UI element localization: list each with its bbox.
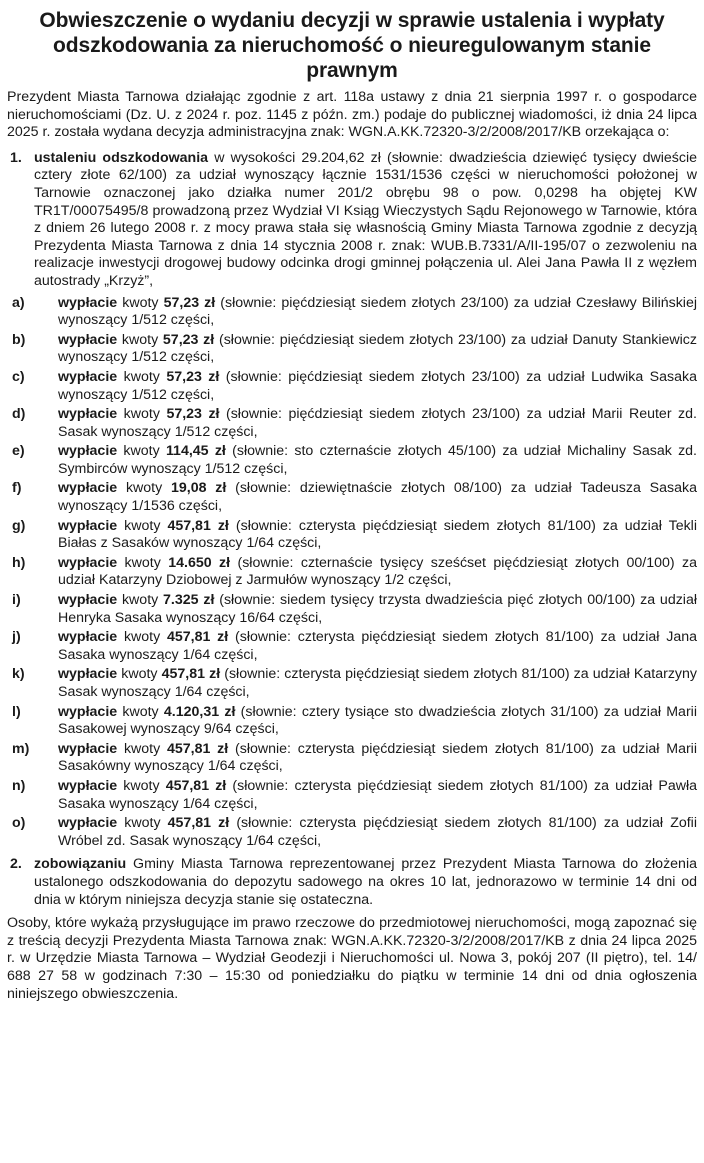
payment-details: (słownie: cztery tysiące sto dwadzieścia złotych 31/100) za udział Marii Sasakowej wynoszący 9/64 części,	[58, 703, 697, 738]
payment-word: wypłacie	[58, 666, 118, 683]
payment-word: wypłacie	[58, 703, 118, 720]
payment-amount: 7.325 zł	[163, 592, 215, 609]
payment-item	[12, 368, 697, 404]
payment-item	[12, 554, 697, 590]
payment-word: wypłacie	[58, 592, 118, 609]
payment-pre: kwoty	[117, 666, 162, 683]
payment-word: wypłacie	[58, 740, 118, 757]
payment-item	[12, 294, 697, 330]
payment-letter: l)	[12, 703, 21, 720]
decision-items	[7, 150, 697, 909]
item-obligation	[7, 856, 697, 909]
payment-letter: e)	[12, 443, 25, 460]
payment-details: (słownie: czterysta pięćdziesiąt siedem złotych 81/100) za udział Pawła Sasaka wynoszący 1/64 części,	[58, 777, 697, 812]
payment-item	[12, 629, 697, 664]
payment-letter: h)	[12, 554, 26, 571]
payment-item	[12, 480, 697, 515]
payment-letter: c)	[12, 368, 25, 385]
payment-item	[12, 443, 697, 478]
payment-letter: n)	[12, 777, 26, 794]
payment-details: (słownie: siedem tysięcy trzysta dwadzieścia pięć złotych 00/100) za udział Henryka Sasaka wynoszący 16/64 części,	[58, 592, 697, 626]
payment-letter: g)	[12, 517, 26, 534]
payment-word: wypłacie	[58, 815, 118, 832]
payment-amount: 57,23 zł	[163, 294, 216, 311]
payment-word: wypłacie	[58, 294, 118, 311]
announcement-title: Obwieszczenie o wydaniu decyzji w sprawie ustalenia i wypłaty odszkodowania za nieruchomość o nieuregulowanym stanie prawnym	[39, 9, 665, 82]
payment-amount: 457,81 zł	[167, 629, 229, 646]
payment-letter: d)	[12, 406, 26, 423]
payment-word: wypłacie	[58, 368, 118, 385]
payment-pre: kwoty	[117, 703, 164, 720]
payment-item	[12, 815, 697, 850]
payment-item	[12, 740, 697, 776]
payment-item	[12, 777, 697, 813]
payment-pre: kwoty	[117, 368, 167, 385]
payment-amount: 19,08 zł	[171, 480, 227, 497]
payment-details: (słownie: pięćdziesiąt siedem złotych 23/100) za udział Ludwika Sasaka wynoszący 1/512 części,	[58, 368, 697, 403]
payment-details: (słownie: czterysta pięćdziesiąt siedem złotych 81/100) za udział Marii Sasakówny wynoszący 1/64 części,	[58, 740, 697, 775]
payment-letter: f)	[12, 480, 22, 497]
payment-letter: j)	[12, 629, 21, 646]
payment-pre: kwoty	[117, 406, 167, 423]
payment-word: wypłacie	[58, 629, 118, 646]
payment-pre: kwoty	[117, 480, 171, 497]
item-number: 1.	[10, 149, 22, 166]
item-heading: ustaleniu odszkodowania	[34, 149, 209, 166]
payment-word: wypłacie	[58, 554, 118, 571]
payment-item	[12, 703, 697, 739]
payment-amount: 457,81 zł	[167, 517, 229, 534]
payment-letter: o)	[12, 815, 26, 832]
payment-item	[12, 666, 697, 701]
payment-amount: 57,23 zł	[166, 368, 220, 385]
payment-word: wypłacie	[58, 480, 118, 497]
payment-item	[12, 406, 697, 441]
payments-list	[12, 294, 697, 851]
payment-details: (słownie: dziewiętnaście złotych 08/100) za udział Tadeusza Sasaka wynoszący 1/1536 części,	[58, 480, 697, 515]
payment-details: (słownie: czterysta pięćdziesiąt siedem złotych 81/100) za udział Jana Sasaka wynoszący 1/64 części,	[58, 629, 697, 663]
payment-letter: m)	[12, 740, 30, 757]
payment-amount: 457,81 zł	[161, 666, 221, 683]
payment-letter: a)	[12, 294, 25, 311]
payment-letter: i)	[12, 592, 21, 609]
intro-paragraph: Prezydent Miasta Tarnowa działając zgodnie z art. 118a ustawy z dnia 21 sierpnia 1997 r. o gospodarce nieruchomościami (Dz. U. z 2024 r. poz. 1145 z późn. zm.) podaje do publicznej wiadomości, iż dnia 24 lipca 2025 r. została wydana decyzja administracyjna znak: WGN.A.KK.72320-3/2/2008/2017/KB orzekająca o:	[7, 89, 697, 141]
payment-amount: 57,23 zł	[166, 406, 220, 423]
payment-word: wypłacie	[58, 517, 118, 534]
payment-pre: kwoty	[117, 815, 168, 832]
payment-pre: kwoty	[117, 331, 163, 348]
payment-pre: kwoty	[117, 740, 167, 757]
payment-word: wypłacie	[58, 331, 118, 348]
footer-paragraph: Osoby, które wykażą przysługujące im prawo rzeczowe do przedmiotowej nieruchomości, mogą zapoznać się z treścią decyzji Prezydenta Miasta Tarnowa znak: WGN.A.KK.72320-3/2/2008/2017/KB z dnia 24 lipca 2025 r. w Urzędzie Miasta Tarnowa – Wydział Geodezji i Nieruchomości ul. Nowa 3, pokój 207 (II piętro), tel. 14/ 688 27 58 w godzinach 7:30 – 15:30 od poniedziałku do piątku w terminie 14 dni od dnia ogłoszenia niniejszego obwieszczenia.	[7, 915, 697, 1002]
item-text: Gminy Miasta Tarnowa reprezentowanej przez Prezydent Miasta Tarnowa do złożenia ustalonego odszkodowania do depozytu sadowego na okres 10 lat, jednorazowo w terminie 14 dni od dnia w którym niniejsza decyzja stanie się ostateczna.	[34, 856, 697, 908]
payment-pre: kwoty	[117, 517, 168, 534]
payment-amount: 57,23 zł	[162, 331, 215, 348]
item-heading: zobowiązaniu	[34, 856, 127, 873]
payment-pre: kwoty	[117, 443, 166, 460]
payment-pre: kwoty	[117, 629, 167, 646]
payment-amount: 457,81 zł	[165, 777, 227, 794]
payment-amount: 114,45 zł	[165, 443, 226, 460]
payment-pre: kwoty	[117, 777, 166, 794]
payment-amount: 457,81 zł	[167, 815, 230, 832]
item-text: w wysokości 29.204,62 zł (słownie: dwadzieścia dziewięć tysięcy dwieście cztery złote 62/100) za udział wynoszący łącznie 1531/1536 części w nieruchomości położonej w Tarnowie oznaczonej jako działka numer 201/2 obrębu 98 o pow. 0,0298 ha objętej KW TR1T/00075495/8 prowadzoną przez Wydział VI Ksiąg Wieczystych Sądu Rejonowego w Tarnowie, która z dniem 26 lutego 2008 r. z mocy prawa stała się własnością Gminy Miasta Tarnowa zgodnie z decyzją Prezydenta Miasta Tarnowa z dnia 14 stycznia 2008 r. znak: WUB.B.7331/A/II-195/07 o zezwoleniu na realizacje inwestycji drogowej budowy odcinka drogi gminnej połączenia ul. Alei Jana Pawła II z węzłem autostrady „Krzyż”,	[34, 149, 698, 289]
payment-details: (słownie: pięćdziesiąt siedem złotych 23/100) za udział Danuty Stankiewicz wynoszący 1/512 części,	[58, 331, 697, 366]
payment-letter: k)	[12, 666, 25, 683]
payment-details: (słownie: pięćdziesiąt siedem złotych 23/100) za udział Czesławy Bilińskiej wynoszący 1/512 części,	[58, 294, 697, 329]
payment-word: wypłacie	[58, 406, 118, 423]
payment-word: wypłacie	[58, 443, 118, 460]
payment-item	[12, 592, 697, 627]
payment-amount: 4.120,31 zł	[163, 703, 236, 720]
payment-item	[12, 517, 697, 553]
item-compensation	[7, 150, 697, 851]
payment-word: wypłacie	[58, 777, 118, 794]
payment-details: (słownie: czterysta pięćdziesiąt siedem złotych 81/100) za udział Tekli Białas z Sasaków wynoszący 1/64 części,	[58, 517, 697, 552]
payment-item	[12, 331, 697, 367]
payment-details: (słownie: pięćdziesiąt siedem złotych 23/100) za udział Marii Reuter zd. Sasak wynoszący 1/512 części,	[58, 406, 697, 440]
payment-pre: kwoty	[117, 592, 164, 609]
payment-amount: 457,81 zł	[167, 740, 229, 757]
payment-details: (słownie: sto czternaście złotych 45/100) za udział Michaliny Sasak zd. Symbirców wynoszący 1/512 części,	[58, 443, 697, 477]
item-number: 2.	[10, 856, 22, 873]
payment-letter: b)	[12, 331, 26, 348]
payment-details: (słownie: czternaście tysięcy sześćset pięćdziesiąt złotych 00/100) za udział Katarzyny Dziobowej z Jarmułów wynoszący 1/2 części,	[58, 554, 697, 589]
payment-pre: kwoty	[117, 554, 169, 571]
payment-details: (słownie: czterysta pięćdziesiąt siedem złotych 81/100) za udział Katarzyny Sasak wynoszący 1/64 części,	[58, 666, 697, 700]
payment-details: (słownie: czterysta pięćdziesiąt siedem złotych 81/100) za udział Zofii Wróbel zd. Sasak wynoszący 1/64 części,	[58, 815, 697, 849]
payment-pre: kwoty	[117, 294, 164, 311]
payment-amount: 14.650 zł	[168, 554, 231, 571]
